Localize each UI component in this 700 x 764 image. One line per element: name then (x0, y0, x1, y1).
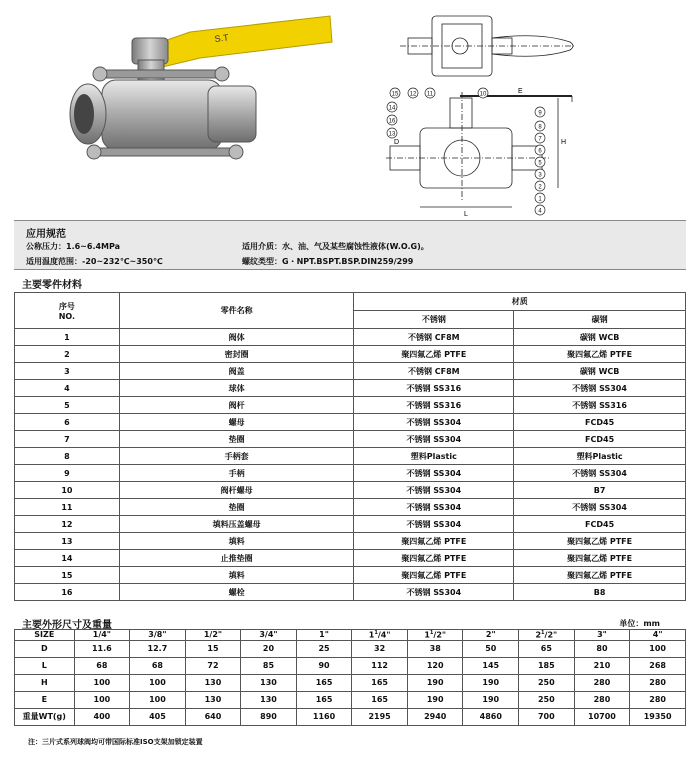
cell-ss: 不锈钢 CF8M (354, 363, 514, 380)
svg-text:10: 10 (479, 91, 487, 98)
cell-no: 5 (15, 397, 120, 414)
dim-cell: 100 (74, 691, 130, 708)
dim-cell: 190 (407, 691, 463, 708)
material-row (15, 397, 686, 414)
dim-cell: 130 (241, 691, 297, 708)
dim-cell: 12.7 (130, 640, 186, 657)
footnote: 注：三片式系列球阀均可带国际标准ISO支架加锁定装置 (28, 738, 203, 746)
dim-cell: 2195 (352, 708, 408, 725)
callout-9 (535, 107, 545, 117)
cell-ss: 聚四氟乙烯 PTFE (354, 550, 514, 567)
header-material: 材质 (354, 293, 686, 311)
dim-label-d: D (394, 139, 400, 146)
dim-cell: 130 (241, 674, 297, 691)
dim-cell: 165 (296, 691, 352, 708)
callout-3 (535, 169, 545, 179)
cell-cs: 不锈钢 SS304 (514, 380, 686, 397)
dim-cell: 15 (185, 640, 241, 657)
dim-cell: 250 (519, 691, 575, 708)
cell-name: 螺母 (119, 414, 354, 431)
svg-text:9: 9 (538, 110, 542, 117)
callout-16 (387, 115, 397, 125)
dim-cell: 210 (574, 657, 630, 674)
cell-no: 6 (15, 414, 120, 431)
spec-thread: 螺纹类型：G・NPT.BSPT.BSP.DIN259/299 (242, 257, 414, 266)
cell-no: 13 (15, 533, 120, 550)
cell-cs: FCD45 (514, 414, 686, 431)
callout-6 (535, 145, 545, 155)
cell-name: 填料 (119, 533, 354, 550)
callout-13 (387, 128, 397, 138)
dim-cell: 32 (352, 640, 408, 657)
header-part-name: 零件名称 (119, 293, 354, 329)
cell-name: 手柄套 (119, 448, 354, 465)
dim-cell: 405 (130, 708, 186, 725)
dim-cell: 80 (574, 640, 630, 657)
size-header: $2^1/2$" (519, 630, 575, 641)
cell-no: 14 (15, 550, 120, 567)
cell-name: 垫圈 (119, 431, 354, 448)
dim-label-e: E (518, 88, 523, 95)
cell-no: 12 (15, 516, 120, 533)
material-row (15, 414, 686, 431)
size-header: SIZE (15, 630, 75, 641)
dim-row (15, 640, 686, 657)
callout-10 (478, 88, 488, 98)
svg-text:3: 3 (538, 172, 542, 179)
svg-text:5: 5 (538, 160, 542, 167)
dim-cell: 100 (130, 691, 186, 708)
svg-text:8: 8 (538, 124, 542, 131)
header-no-cn: 序号 (58, 301, 75, 311)
spec-temperature: 适用温度范围：-20~232℃~350℃ (26, 257, 163, 266)
size-header: 3/8" (130, 630, 186, 641)
cell-ss: 不锈钢 SS304 (354, 414, 514, 431)
callout-4 (535, 205, 545, 215)
handle-brand: S.T (214, 32, 230, 44)
materials-title: 主要零件材料 (22, 280, 82, 291)
material-row (15, 516, 686, 533)
dim-cell: 120 (407, 657, 463, 674)
cell-no: 1 (15, 329, 120, 346)
cell-no: 9 (15, 465, 120, 482)
dim-cell: 85 (241, 657, 297, 674)
cell-cs: 聚四氟乙烯 PTFE (514, 533, 686, 550)
dimensions-table (14, 629, 686, 726)
material-row (15, 499, 686, 516)
dim-cell: 165 (352, 674, 408, 691)
dim-cell: 100 (74, 674, 130, 691)
callout-2 (535, 181, 545, 191)
callout-7 (535, 133, 545, 143)
cell-cs: 碳钢 WCB (514, 363, 686, 380)
dim-cell: 25 (296, 640, 352, 657)
dim-row-label: L (15, 657, 75, 674)
cell-ss: 不锈钢 CF8M (354, 329, 514, 346)
cell-ss: 不锈钢 SS316 (354, 397, 514, 414)
dim-cell: 280 (630, 691, 686, 708)
svg-text:6: 6 (538, 148, 542, 155)
size-header: 1/4" (74, 630, 130, 641)
material-row (15, 584, 686, 601)
cell-name: 阀杆 (119, 397, 354, 414)
material-row (15, 329, 686, 346)
callout-11 (425, 88, 435, 98)
cell-cs: 不锈钢 SS316 (514, 397, 686, 414)
cell-cs: FCD45 (514, 431, 686, 448)
material-row (15, 550, 686, 567)
material-row (15, 482, 686, 499)
dim-cell: 50 (463, 640, 519, 657)
spec-medium: 适用介质：水、油、气及某些腐蚀性液体(W.O.G)。 (242, 242, 429, 251)
cell-cs: 不锈钢 SS304 (514, 499, 686, 516)
dim-cell: 130 (185, 691, 241, 708)
dim-row-label: 重量WT(g) (15, 708, 75, 725)
dim-cell: 280 (574, 674, 630, 691)
cell-name: 填料 (119, 567, 354, 584)
cell-name: 阀体 (119, 329, 354, 346)
cell-name: 垫圈 (119, 499, 354, 516)
cell-cs: 聚四氟乙烯 PTFE (514, 346, 686, 363)
application-spec (14, 220, 686, 270)
dim-row (15, 674, 686, 691)
spec-title: 应用规范 (26, 229, 66, 240)
dim-cell: 700 (519, 708, 575, 725)
cell-ss: 塑料Plastic (354, 448, 514, 465)
svg-text:13: 13 (388, 131, 396, 138)
callout-8 (535, 121, 545, 131)
cell-cs: B7 (514, 482, 686, 499)
svg-text:11: 11 (426, 91, 434, 98)
material-row (15, 363, 686, 380)
svg-text:16: 16 (388, 118, 396, 125)
header-no (15, 293, 120, 329)
svg-text:7: 7 (538, 136, 542, 143)
cell-name: 止推垫圈 (119, 550, 354, 567)
cell-name: 手柄 (119, 465, 354, 482)
svg-text:4: 4 (538, 208, 542, 215)
material-row (15, 533, 686, 550)
dim-cell: 90 (296, 657, 352, 674)
cell-name: 螺栓 (119, 584, 354, 601)
dim-row-label: H (15, 674, 75, 691)
cell-name: 密封圈 (119, 346, 354, 363)
dim-row (15, 708, 686, 725)
dim-cell: 640 (185, 708, 241, 725)
cell-cs: 塑料Plastic (514, 448, 686, 465)
header-stainless: 不锈钢 (354, 311, 514, 329)
cell-no: 2 (15, 346, 120, 363)
materials-table (14, 292, 686, 601)
dim-cell: 68 (74, 657, 130, 674)
cell-name: 球体 (119, 380, 354, 397)
header-carbon: 碳钢 (514, 311, 686, 329)
cell-no: 15 (15, 567, 120, 584)
header-no-en: NO. (58, 311, 76, 321)
callout-14 (387, 102, 397, 112)
dim-cell: 65 (519, 640, 575, 657)
dim-cell: 10700 (574, 708, 630, 725)
dim-label-h: H (561, 139, 567, 146)
cell-cs: 碳钢 WCB (514, 329, 686, 346)
dim-cell: 20 (241, 640, 297, 657)
svg-text:15: 15 (391, 91, 399, 98)
material-row (15, 431, 686, 448)
size-header: 4" (630, 630, 686, 641)
cell-no: 3 (15, 363, 120, 380)
dim-row-label: D (15, 640, 75, 657)
material-row (15, 567, 686, 584)
svg-text:2: 2 (538, 184, 542, 191)
dim-cell: 190 (463, 674, 519, 691)
cell-ss: 聚四氟乙烯 PTFE (354, 567, 514, 584)
callout-1 (535, 193, 545, 203)
cell-cs: 不锈钢 SS304 (514, 465, 686, 482)
dim-cell: 4860 (463, 708, 519, 725)
size-header: 2" (463, 630, 519, 641)
dim-cell: 190 (407, 674, 463, 691)
cell-cs: 聚四氟乙烯 PTFE (514, 550, 686, 567)
cell-no: 7 (15, 431, 120, 448)
size-header: 1" (296, 630, 352, 641)
cell-ss: 不锈钢 SS304 (354, 465, 514, 482)
size-header: 1/2" (185, 630, 241, 641)
dim-cell: 165 (296, 674, 352, 691)
dim-label-l: L (464, 211, 468, 218)
cell-no: 16 (15, 584, 120, 601)
spec-pressure: 公称压力：1.6~6.4MPa (26, 242, 121, 251)
dim-cell: 1160 (296, 708, 352, 725)
dim-cell: 68 (130, 657, 186, 674)
cell-name: 阀盖 (119, 363, 354, 380)
dim-row-label: E (15, 691, 75, 708)
callout-5 (535, 157, 545, 167)
dim-cell: 890 (241, 708, 297, 725)
cell-no: 4 (15, 380, 120, 397)
svg-text:1: 1 (538, 196, 542, 203)
dim-cell: 250 (519, 674, 575, 691)
cell-ss: 不锈钢 SS316 (354, 380, 514, 397)
unit-label: 单位：mm (619, 619, 660, 628)
dim-cell: 400 (74, 708, 130, 725)
size-header: $1^1/4$" (352, 630, 408, 641)
dim-cell: 112 (352, 657, 408, 674)
dim-row (15, 691, 686, 708)
dim-cell: 19350 (630, 708, 686, 725)
dim-cell: 185 (519, 657, 575, 674)
dim-cell: 190 (463, 691, 519, 708)
dim-cell: 280 (574, 691, 630, 708)
dim-cell: 280 (630, 674, 686, 691)
dim-cell: 72 (185, 657, 241, 674)
dim-cell: 11.6 (74, 640, 130, 657)
size-header: 3" (574, 630, 630, 641)
material-row (15, 380, 686, 397)
callout-12 (408, 88, 418, 98)
cell-no: 10 (15, 482, 120, 499)
cell-no: 8 (15, 448, 120, 465)
cell-ss: 不锈钢 SS304 (354, 516, 514, 533)
size-header: $1^1/2$" (407, 630, 463, 641)
cell-name: 阀杆螺母 (119, 482, 354, 499)
cell-ss: 聚四氟乙烯 PTFE (354, 346, 514, 363)
svg-text:12: 12 (409, 91, 417, 98)
dim-cell: 100 (130, 674, 186, 691)
cell-cs: 聚四氟乙烯 PTFE (514, 567, 686, 584)
technical-drawing (380, 2, 580, 222)
material-row (15, 346, 686, 363)
material-row (15, 465, 686, 482)
cell-ss: 不锈钢 SS304 (354, 431, 514, 448)
svg-text:14: 14 (388, 105, 396, 112)
size-header: 3/4" (241, 630, 297, 641)
cell-ss: 不锈钢 SS304 (354, 499, 514, 516)
callout-15 (390, 88, 400, 98)
cell-name: 填料压盖螺母 (119, 516, 354, 533)
cell-no: 11 (15, 499, 120, 516)
cell-ss: 不锈钢 SS304 (354, 482, 514, 499)
material-row (15, 448, 686, 465)
dim-cell: 165 (352, 691, 408, 708)
dim-cell: 268 (630, 657, 686, 674)
cell-cs: B8 (514, 584, 686, 601)
dim-cell: 130 (185, 674, 241, 691)
cell-cs: FCD45 (514, 516, 686, 533)
dimensions-title: 主要外形尺寸及重量 (22, 620, 112, 631)
dim-cell: 145 (463, 657, 519, 674)
dim-cell: 100 (630, 640, 686, 657)
dim-cell: 2940 (407, 708, 463, 725)
dim-row (15, 657, 686, 674)
dim-cell: 38 (407, 640, 463, 657)
cell-ss: 聚四氟乙烯 PTFE (354, 533, 514, 550)
cell-ss: 不锈钢 SS304 (354, 584, 514, 601)
valve-photo (40, 2, 340, 212)
